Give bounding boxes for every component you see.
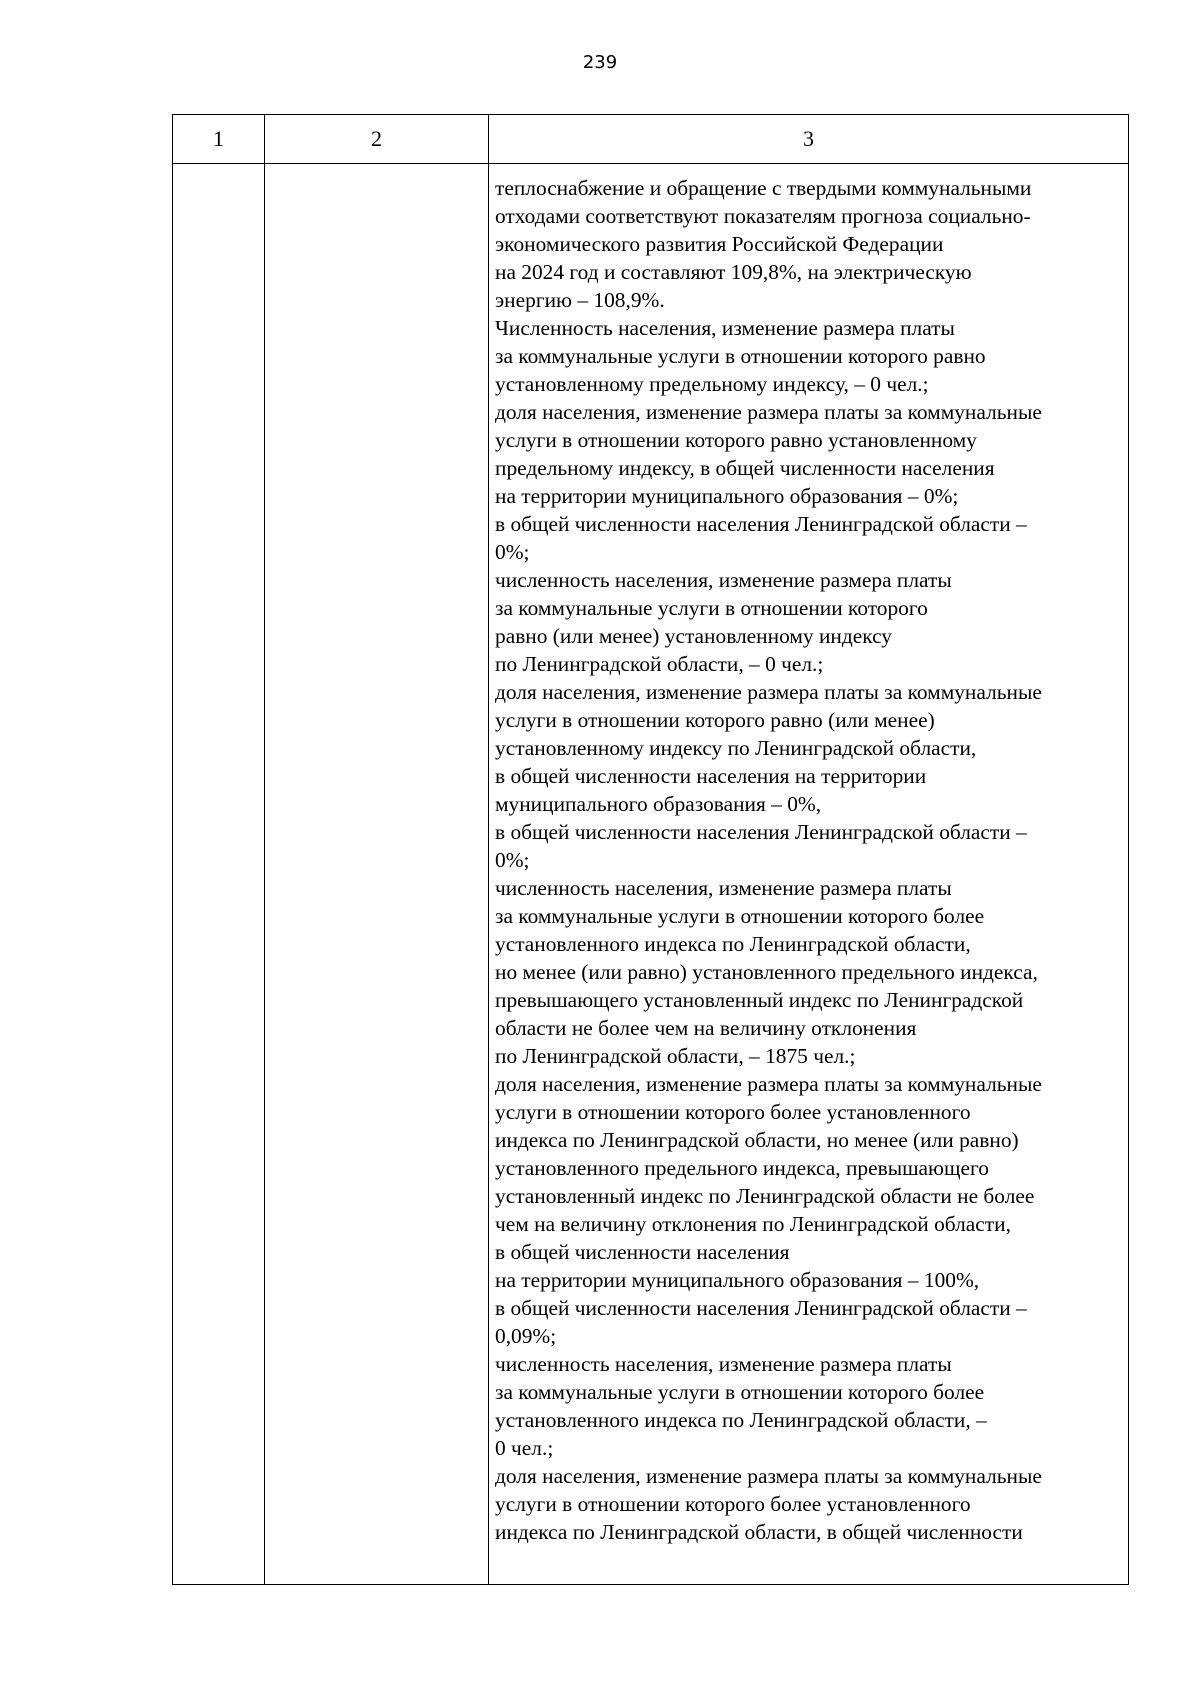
text-line: Численность населения, изменение размера платы [495, 316, 955, 340]
text-line: услуги в отношении которого равно (или менее) [495, 708, 935, 732]
text-line: чем на величину отклонения по Ленинградской области, [495, 1212, 1011, 1236]
text-line: на 2024 год и составляют 109,8%, на электрическую [495, 260, 972, 284]
text-line: экономического развития Российской Федерации [495, 232, 944, 256]
text-line: индекса по Ленинградской области, но менее (или равно) [495, 1128, 1019, 1152]
text-line: доля населения, изменение размера платы за коммунальные [495, 1464, 1042, 1488]
text-line: отходами соответствуют показателям прогноза социально- [495, 204, 1031, 228]
text-line: в общей численности населения на территории [495, 764, 927, 788]
text-line: доля населения, изменение размера платы за коммунальные [495, 1072, 1042, 1096]
text-line: установленного предельного индекса, превышающего [495, 1156, 989, 1180]
text-line: превышающего установленный индекс по Ленинградской [495, 988, 1024, 1012]
table-header-row [173, 115, 1129, 164]
text-line: за коммунальные услуги в отношении которого равно [495, 344, 986, 368]
text-line: индекса по Ленинградской области, в общей численности [495, 1520, 1023, 1544]
table-row [173, 164, 1129, 1585]
text-line: 0 чел.; [495, 1436, 554, 1460]
text-line: но менее (или равно) установленного предельного индекса, [495, 960, 1038, 984]
text-line: установленного индекса по Ленинградской области, – [495, 1408, 987, 1432]
text-line: 0,09%; [495, 1324, 557, 1348]
cell-column-2 [265, 164, 489, 1585]
page-number: 239 [582, 52, 618, 73]
text-line: в общей численности населения Ленинградской области – [495, 820, 1027, 844]
text-line: услуги в отношении которого более установленного [495, 1100, 971, 1124]
column-3-text [489, 164, 1128, 1546]
text-line: в общей численности населения Ленинградской области – [495, 1296, 1027, 1320]
text-line: энергию – 108,9%. [495, 288, 665, 312]
text-line: за коммунальные услуги в отношении которого более [495, 904, 985, 928]
text-line: услуги в отношении которого равно установленному [495, 428, 977, 452]
text-line: за коммунальные услуги в отношении которого [495, 596, 928, 620]
column-header-1: 1 [173, 115, 265, 164]
cell-column-3 [489, 164, 1129, 1585]
text-line: услуги в отношении которого более установленного [495, 1492, 971, 1516]
text-line: установленному предельному индексу, – 0 чел.; [495, 372, 929, 396]
text-line: численность населения, изменение размера платы [495, 876, 952, 900]
text-line: установленному индексу по Ленинградской области, [495, 736, 977, 760]
text-line: по Ленинградской области, – 0 чел.; [495, 652, 824, 676]
text-line: на территории муниципального образования – 100%, [495, 1268, 980, 1292]
text-line: доля населения, изменение размера платы за коммунальные [495, 680, 1042, 704]
text-line: предельному индексу, в общей численности населения [495, 456, 995, 480]
cell-column-1 [173, 164, 265, 1585]
text-line: равно (или менее) установленному индексу [495, 624, 892, 648]
document-table [172, 114, 1129, 1585]
text-line: теплоснабжение и обращение с твердыми коммунальными [495, 176, 1032, 200]
text-line: в общей численности населения Ленинградской области – [495, 512, 1027, 536]
text-line: доля населения, изменение размера платы за коммунальные [495, 400, 1042, 424]
text-line: установленного индекса по Ленинградской области, [495, 932, 971, 956]
text-line: на территории муниципального образования – 0%; [495, 484, 959, 508]
text-line: численность населения, изменение размера платы [495, 1352, 952, 1376]
text-line: муниципального образования – 0%, [495, 792, 822, 816]
text-line: в общей численности населения [495, 1240, 790, 1264]
text-line: за коммунальные услуги в отношении которого более [495, 1380, 985, 1404]
column-header-3: 3 [489, 115, 1129, 164]
text-line: 0%; [495, 848, 530, 872]
text-line: 0%; [495, 540, 530, 564]
text-line: численность населения, изменение размера платы [495, 568, 952, 592]
column-header-2: 2 [265, 115, 489, 164]
text-line: области не более чем на величину отклонения [495, 1016, 917, 1040]
text-line: установленный индекс по Ленинградской области не более [495, 1184, 1035, 1208]
text-line: по Ленинградской области, – 1875 чел.; [495, 1044, 856, 1068]
